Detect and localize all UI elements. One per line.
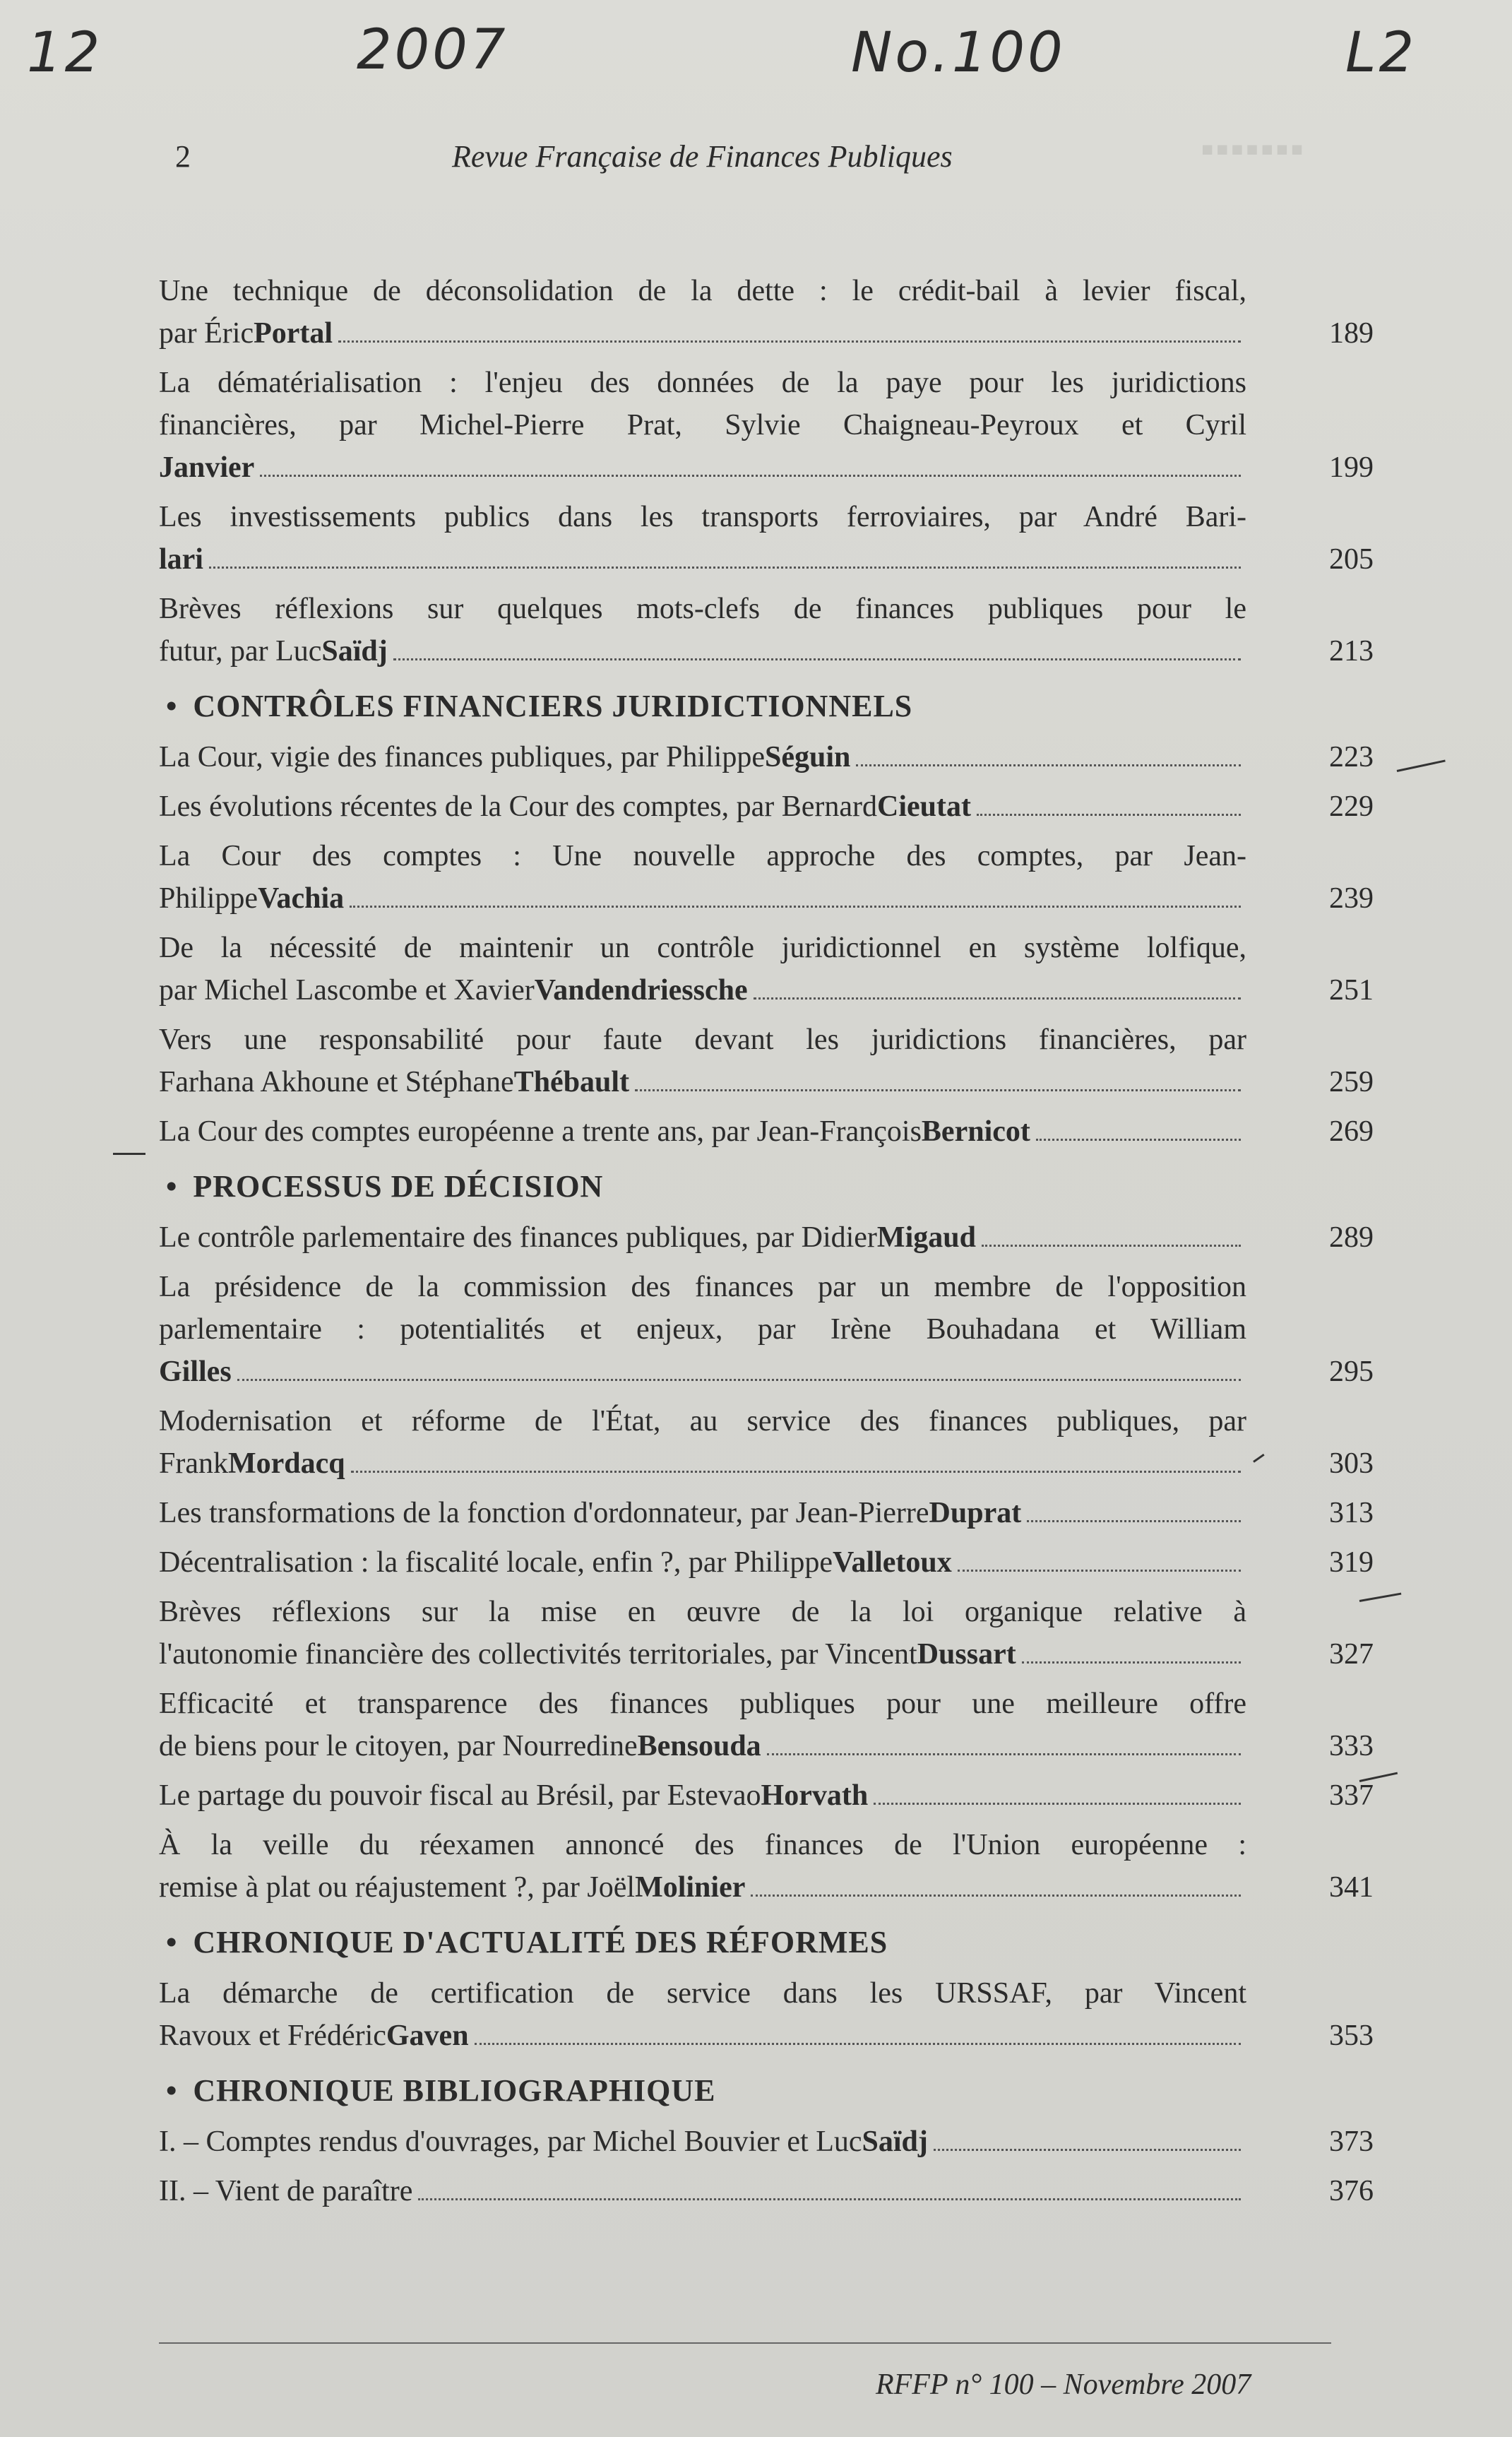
section-heading: • CONTRÔLES FINANCIERS JURIDICTIONNELS — [166, 689, 913, 723]
page-reference: 251 — [1329, 974, 1374, 1007]
toc-group — [159, 1216, 1374, 1909]
entry-text: La Cour des comptes européenne a trente ans, par Jean-François — [159, 1115, 922, 1148]
page-reference: 239 — [1329, 882, 1374, 915]
author-name: Janvier — [159, 451, 255, 484]
entry-text: l'autonomie financière des collectivités territoriales, par Vincent — [159, 1638, 917, 1671]
dot-leader — [767, 1753, 1241, 1755]
author-name: Thébault — [513, 1066, 630, 1098]
page-reference: 353 — [1329, 2020, 1374, 2052]
entry-text: futur, par Luc — [159, 635, 322, 668]
entry-text: II. – Vient de paraître — [159, 2175, 413, 2207]
entry-line: La dématérialisation : l'enjeu des données de la paye pour les juridictions — [159, 367, 1246, 399]
author-name: Dussart — [917, 1638, 1016, 1671]
show-through: ▪▪▪▪▪▪▪ — [1201, 128, 1305, 170]
dot-leader — [338, 340, 1241, 343]
journal-title: Revue Française de Finances Publiques — [452, 139, 953, 174]
author-name: Vachia — [258, 882, 345, 915]
dot-leader — [351, 1470, 1241, 1473]
dot-leader — [1036, 1138, 1241, 1141]
entry-line: La présidence de la commission des finances par un membre de l'opposition — [159, 1271, 1246, 1303]
toc-group — [159, 736, 1374, 1153]
dot-leader — [754, 997, 1241, 1000]
toc-entry — [159, 1774, 1374, 1817]
author-name: Duprat — [929, 1497, 1022, 1529]
page-reference: 199 — [1329, 451, 1374, 484]
page-reference: 373 — [1329, 2125, 1374, 2158]
entry-text: Ravoux et Frédéric — [159, 2020, 386, 2052]
dot-leader — [874, 1802, 1241, 1805]
page-reference: 333 — [1329, 1730, 1374, 1762]
author-name: Bernicot — [921, 1115, 1030, 1148]
section-heading: • CHRONIQUE BIBLIOGRAPHIQUE — [166, 2073, 716, 2108]
author-name: Séguin — [764, 741, 851, 773]
handwritten-number: 12 — [27, 21, 103, 85]
author-name: Horvath — [761, 1779, 869, 1812]
section-heading: • CHRONIQUE D'ACTUALITÉ DES RÉFORMES — [166, 1925, 888, 1959]
toc-entry — [159, 588, 1374, 672]
toc-group — [159, 2121, 1374, 2212]
entry-text: Le contrôle parlementaire des finances publiques, par Didier — [159, 1221, 877, 1254]
footer: RFFP n° 100 – Novembre 2007 — [876, 2368, 1251, 2401]
entry-text: Les transformations de la fonction d'ordonnateur, par Jean-Pierre — [159, 1497, 929, 1529]
dot-leader — [237, 1378, 1241, 1381]
page-reference: 289 — [1329, 1221, 1374, 1254]
entry-line: parlementaire : potentialités et enjeux, par Irène Bouhadana et William — [159, 1313, 1246, 1346]
toc-entry — [159, 785, 1374, 828]
author-name: Molinier — [635, 1871, 746, 1904]
entry-text: Philippe — [159, 882, 258, 915]
running-head — [0, 138, 1512, 181]
entry-text: Frank — [159, 1447, 228, 1480]
entry-text: remise à plat ou réajustement ?, par Joël — [159, 1871, 636, 1904]
toc-entry — [159, 1972, 1374, 2057]
entry-text: par Michel Lascombe et Xavier — [159, 974, 535, 1007]
author-name: Vandendriessche — [534, 974, 748, 1007]
page-reference: 295 — [1329, 1356, 1374, 1388]
author-name: Saïdj — [321, 635, 388, 668]
author-name: Valletoux — [832, 1546, 952, 1579]
page-reference: 189 — [1329, 317, 1374, 350]
section-heading: • PROCESSUS DE DÉCISION — [166, 1169, 604, 1204]
entry-text: Farhana Akhoune et Stéphane — [159, 1066, 514, 1098]
entry-line: La démarche de certification de service dans les URSSAF, par Vincent — [159, 1977, 1246, 2010]
toc-group — [159, 1972, 1374, 2057]
dot-leader — [475, 2042, 1241, 2045]
toc-entry — [159, 1400, 1374, 1485]
handwritten-issue: No.100 — [851, 21, 1066, 85]
page-reference: 269 — [1329, 1115, 1374, 1148]
entry-line: Une technique de déconsolidation de la dette : le crédit-bail à levier fiscal, — [159, 275, 1246, 307]
toc-entry — [159, 835, 1374, 920]
dot-leader — [856, 764, 1241, 766]
table-of-contents — [159, 270, 1374, 2219]
toc-entry — [159, 1266, 1374, 1393]
entry-line: Les investissements publics dans les transports ferroviaires, par André Bari- — [159, 501, 1246, 533]
author-name: Mordacq — [228, 1447, 345, 1480]
entry-line: La Cour des comptes : Une nouvelle approche des comptes, par Jean- — [159, 840, 1246, 872]
dot-leader — [982, 1244, 1241, 1247]
entry-text: par Éric — [159, 317, 254, 350]
entry-line: Modernisation et réforme de l'État, au service des finances publiques, par — [159, 1405, 1246, 1437]
author-name: Saïdj — [862, 2125, 928, 2158]
footer-rule — [159, 2342, 1331, 2344]
entry-line: De la nécessité de maintenir un contrôle juridictionnel en système lolfique, — [159, 932, 1246, 964]
page-reference: 337 — [1329, 1779, 1374, 1812]
handwritten-code: L2 — [1345, 21, 1417, 85]
dot-leader — [1022, 1661, 1241, 1664]
entry-text: Décentralisation : la fiscalité locale, enfin ?, par Philippe — [159, 1546, 833, 1579]
page-reference: 341 — [1329, 1871, 1374, 1904]
entry-text: de biens pour le citoyen, par Nourredine — [159, 1730, 638, 1762]
author-name: Portal — [254, 317, 333, 350]
toc-entry — [159, 1541, 1374, 1584]
author-name: Gaven — [386, 2020, 469, 2052]
entry-text: La Cour, vigie des finances publiques, par Philippe — [159, 741, 765, 773]
dot-leader — [958, 1569, 1241, 1572]
toc-entry — [159, 2170, 1374, 2212]
toc-entry — [159, 270, 1374, 355]
page-reference: 205 — [1329, 543, 1374, 576]
dot-leader — [934, 2148, 1241, 2151]
entry-line: À la veille du réexamen annoncé des finances de l'Union européenne : — [159, 1829, 1246, 1861]
entry-line: Vers une responsabilité pour faute devant les juridictions financières, par — [159, 1024, 1246, 1056]
page-number: 2 — [175, 139, 191, 174]
author-name: Bensouda — [637, 1730, 761, 1762]
page-reference: 229 — [1329, 790, 1374, 823]
page-reference: 259 — [1329, 1066, 1374, 1098]
entry-text: Les évolutions récentes de la Cour des comptes, par Bernard — [159, 790, 878, 823]
page-reference: 319 — [1329, 1546, 1374, 1579]
handwritten-year: 2007 — [357, 18, 508, 82]
toc-entry — [159, 2121, 1374, 2163]
toc-entry — [159, 1492, 1374, 1534]
entry-text: Le partage du pouvoir fiscal au Brésil, par Estevao — [159, 1779, 761, 1812]
entry-line: Brèves réflexions sur la mise en œuvre de la loi organique relative à — [159, 1596, 1246, 1628]
toc-entry — [159, 1110, 1374, 1153]
dot-leader — [350, 905, 1241, 908]
toc-entry — [159, 362, 1374, 489]
dot-leader — [635, 1089, 1241, 1091]
toc-group — [159, 270, 1374, 672]
dot-leader — [393, 658, 1241, 660]
author-name: Migaud — [876, 1221, 976, 1254]
toc-entry — [159, 1591, 1374, 1676]
dot-leader — [1027, 1519, 1241, 1522]
entry-line: Efficacité et transparence des finances publiques pour une meilleure offre — [159, 1688, 1246, 1720]
author-name: lari — [159, 543, 203, 576]
toc-entry — [159, 496, 1374, 581]
pencil-mark — [1397, 759, 1446, 771]
page-reference: 327 — [1329, 1638, 1374, 1671]
toc-entry — [159, 1683, 1374, 1767]
entry-text: I. – Comptes rendus d'ouvrages, par Michel Bouvier et Luc — [159, 2125, 862, 2158]
entry-line: Brèves réflexions sur quelques mots-clefs de finances publiques pour le — [159, 593, 1246, 625]
page-reference: 303 — [1329, 1447, 1374, 1480]
toc-entry — [159, 1019, 1374, 1103]
dot-leader — [418, 2198, 1241, 2200]
page-reference: 376 — [1329, 2175, 1374, 2207]
page-reference: 223 — [1329, 741, 1374, 773]
entry-line: financières, par Michel-Pierre Prat, Sylvie Chaigneau-Peyroux et Cyril — [159, 409, 1246, 441]
dot-leader — [977, 813, 1241, 816]
author-name: Gilles — [159, 1356, 232, 1388]
toc-entry — [159, 927, 1374, 1012]
toc-entry — [159, 1824, 1374, 1909]
toc-entry — [159, 736, 1374, 778]
page-reference: 313 — [1329, 1497, 1374, 1529]
pencil-mark — [113, 1153, 145, 1155]
dot-leader — [209, 566, 1241, 569]
toc-entry — [159, 1216, 1374, 1259]
author-name: Cieutat — [877, 790, 971, 823]
page-reference: 213 — [1329, 635, 1374, 668]
dot-leader — [260, 474, 1241, 477]
dot-leader — [751, 1894, 1241, 1897]
